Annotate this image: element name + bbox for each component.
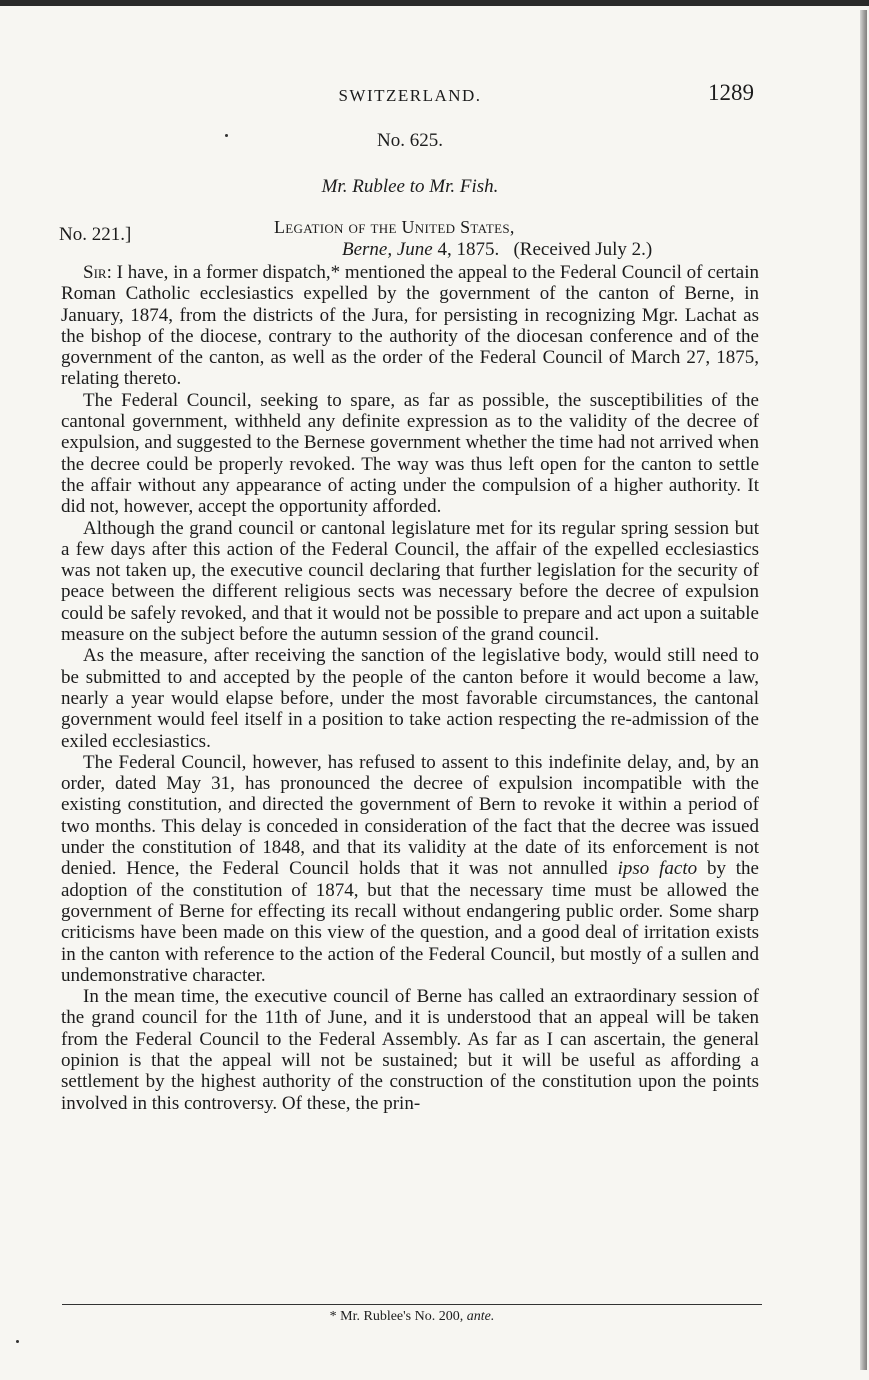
legation-heading: Legation of the United States, [274, 217, 515, 237]
page-header [60, 80, 760, 114]
letter-body [61, 262, 759, 1114]
date: 4, 1875. [432, 239, 500, 260]
latin-phrase: ipso facto [617, 858, 698, 880]
paragraph-1: Sir: I have, in a former dispatch,* mentioned the appeal to the Federal Council of certain Roman Catholic ecclesiastics expelled by the government of the canton of Berne, in January, 1874, from the districts of the Jura, for persisting in recognizing Mgr. Lachat as the bishop of the diocese, contrary to the authority of the diocesan conference and of the government of the canton, as well as the order of the Federal Council of March 27, 1875, relating thereto. [61, 262, 759, 390]
dispatch-number: No. 221.] [59, 224, 132, 245]
ink-speck [16, 1340, 19, 1343]
document-number: No. 625. [377, 130, 443, 151]
paragraph-5: The Federal Council, however, has refused to assent to this indefinite delay, and, by an order, dated May 31, has pronounced the decree of expulsion incompatible with the existing constitution, and directed the government of Bern to revoke it within a period of two months. This delay is conceded in consideration of the fact that the decree was issued under the constitution of 1848, and that its validity at the date of its enforcement is not denied. Hence, the Federal Council holds that it was not annulled ipso facto by the adoption of the constitution of 1874, but that the necessary time must be allowed the government of Berne for effecting its recall without endangering public order. Some sharp criticisms have been made on this view of the question, and a good deal of irritation exists in the canton with reference to the action of the Federal Council, but mostly of a sullen and undemonstrative character. [61, 751, 759, 986]
paragraph-3: Although the grand council or cantonal legislature met for its regular spring session but a few days after this action of the Federal Council, the affair of the expelled ecclesiastics was not taken up, the executive council declaring that further legislation for the security of peace between the different religious sects was necessary before the decree of expulsion could be safely revoked, and that it would not be possible to prepare and act upon a suitable measure on the subject before the autumn session of the grand council. [61, 517, 759, 646]
ink-speck [225, 134, 228, 137]
document-title: Mr. Rublee to Mr. Fish. [321, 176, 499, 197]
running-title: SWITZERLAND. [338, 86, 482, 105]
footnote: * Mr. Rublee's No. 200, ante. [329, 1309, 495, 1324]
place-and-date [342, 239, 652, 261]
place: Berne, June [342, 239, 433, 260]
paragraph-4: As the measure, after receiving the sanction of the legislative body, would still need to be submitted to and accepted by the people of the canton before it would become a law, nearly a year would elapse before, under the most favorable circumstances, the cantonal government would feel itself in a position to take action respecting the re-admission of the exiled ecclesiastics. [61, 645, 759, 752]
salutation: Sir [83, 262, 107, 283]
page-number: 1289 [708, 80, 754, 105]
page-top-border [0, 0, 869, 6]
page-binding-edge [860, 10, 867, 1370]
received-date: (Received July 2.) [513, 239, 653, 260]
paragraph-2: The Federal Council, seeking to spare, as far as possible, the susceptibilities of the cantonal government, withheld any definite expression as to the validity of the decree of expulsion, and suggested to the Bernese government whether the time had not arrived when the decree could be properly revoked. The way was thus left open for the canton to settle the affair without any appearance of acting under the compulsion of a higher authority. It did not, however, accept the opportunity afforded. [61, 389, 759, 518]
paragraph-6: In the mean time, the executive council of Berne has called an extraordinary session of the grand council for the 11th of June, and it is understood that an appeal will be taken from the Federal Council to the Federal Assembly. As far as I can ascertain, the general opinion is that the appeal will not be sustained; but it will be useful as affording a settlement by the highest authority of the construction of the constitution upon the points involved in this controversy. Of these, the prin- [61, 986, 759, 1114]
footnote-rule [62, 1304, 762, 1305]
